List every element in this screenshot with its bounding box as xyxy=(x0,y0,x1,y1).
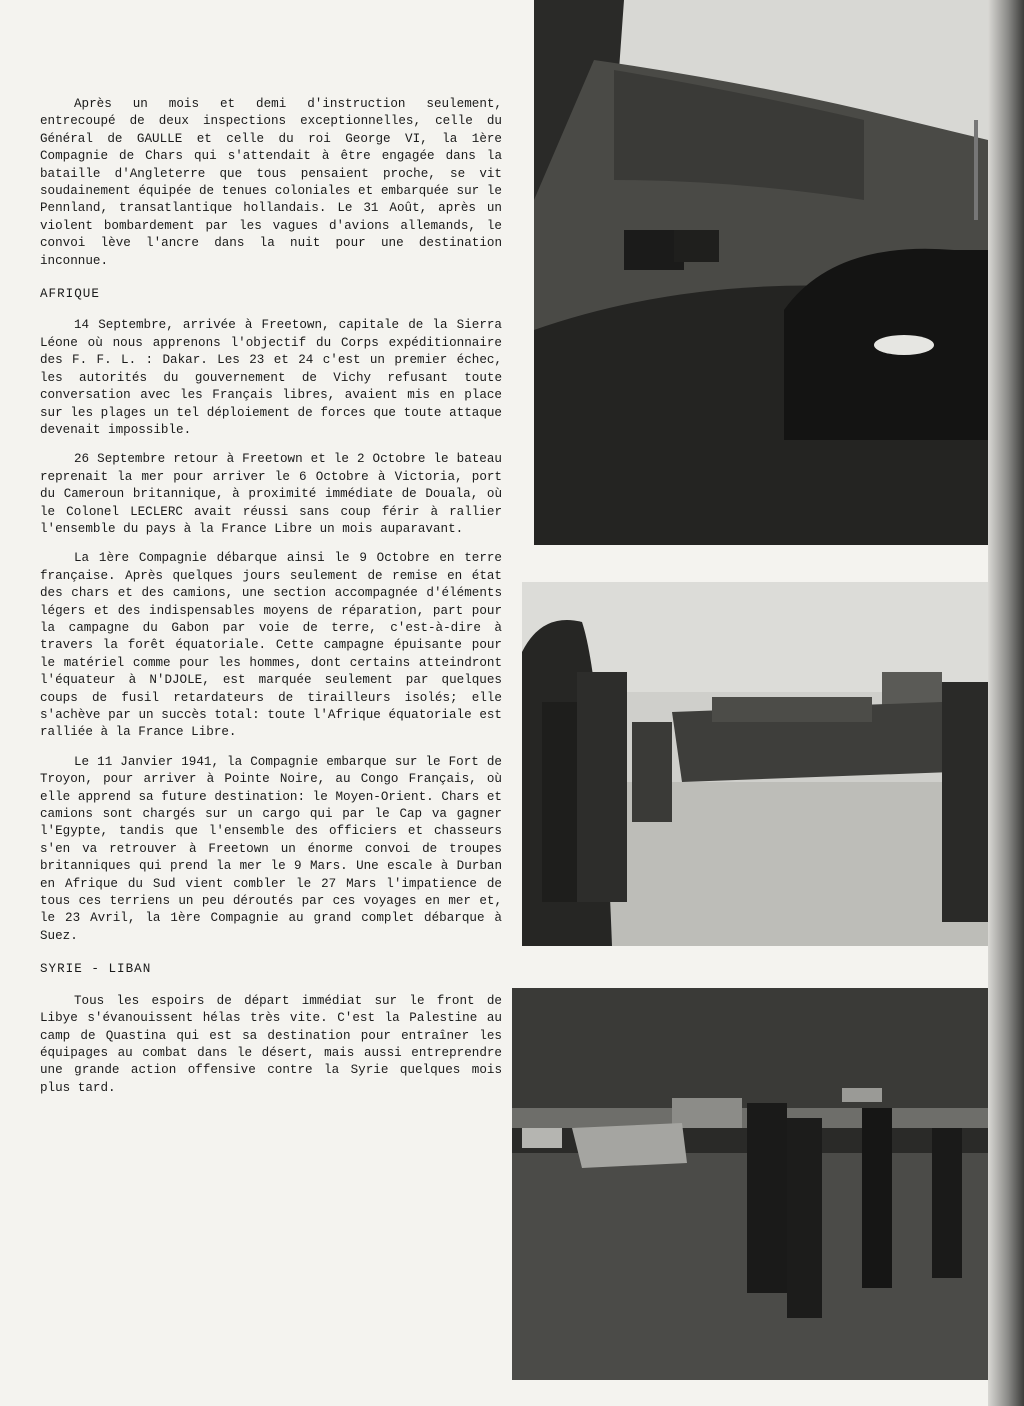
section-heading-afrique: AFRIQUE xyxy=(40,287,100,302)
paragraph-freetown: 14 Septembre, arrivée à Freetown, capitale de la Sierra Léone où nous apprenons l'objectif du Corps expéditionnaire des F. F. L. : Dakar. Les 23 et 24 c'est un premier échec, les autorités du gouvernement de Vichy refusant toute conversation avec les Français libres, avaient mis en place sur les plages un tel déploiement de forces que toute attaque devenait impossible. xyxy=(40,318,502,437)
section-heading-syrie-liban: SYRIE - LIBAN xyxy=(40,962,152,977)
photo-desert-camp xyxy=(512,988,988,1380)
paragraph-intro: Après un mois et demi d'instruction seulement, entrecoupé de deux inspections exceptionnelles, celle du Général de GAULLE et celle du roi George VI, la 1ère Compagnie de Chars qui s'attendait à être engagée dans la bataille d'Angleterre que tous pensaient proche, se vit soudainement équipée de tenues coloniales et embarquée sur le Pennland, transatlantique hollandais. Le 31 Août, après un violent bombardement par les vagues d'avions allemands, le convoi lève l'ancre dans la nuit pour une destination inconnue. xyxy=(40,97,502,268)
paragraph-suez: Le 11 Janvier 1941, la Compagnie embarque sur le Fort de Troyon, pour arriver à Pointe Noire, au Congo Français, où elle apprend sa future destination: le Moyen-Orient. Chars et camions sont chargés sur un cargo qui par le Cap va gagner l'Egypte, tandis que l'ensemble des officiers et chasseurs s'en va retrouver à Freetown un énorme convoi de troupes britanniques qui prend la mer le 9 Mars. Une escale à Durban en Afrique du Sud vient combler le 27 Mars l'impatience de tous ces terriens un peu déroutés par ces voyages en mer et, le 23 Avril, la 1ère Compagnie au grand complet débarque à Suez. xyxy=(40,754,502,943)
photo-officers-tank-line xyxy=(522,582,988,946)
paragraph-palestine: Tous les espoirs de départ immédiat sur le front de Libye s'évanouissent hélas très vite. C'est la Palestine au camp de Quastina qui est sa destination pour entraîner les équipages au combat dans le désert, mais aussi entreprendre une grande action offensive contre la Syrie quelques mois plus tard. xyxy=(40,993,502,1095)
photo-tanks-hillside xyxy=(534,0,988,545)
paragraph-gabon: La 1ère Compagnie débarque ainsi le 9 Octobre en terre française. Après quelques jours seulement de remise en état des chars et des camions, une section accompagnée d'éléments légers et des indispensables moyens de réparation, part pour la campagne du Gabon par voie de terre, c'est-à-dire à travers la forêt équatoriale. Cette campagne épuisante pour le matériel comme pour les hommes, dont certains atteindront l'équateur à N'DJOLE, est marquée seulement par quelques coups de fusil retardateurs de tirailleurs isolés; elle s'achève par un succès total: toute l'Afrique équatoriale est ralliée à la France Libre. xyxy=(40,551,502,740)
article-column xyxy=(40,96,502,1109)
paragraph-victoria: 26 Septembre retour à Freetown et le 2 Octobre le bateau reprenait la mer pour arriver le 6 Octobre à Victoria, port du Cameroun britannique, à proximité immédiate de Douala, où le Colonel LECLERC avait réussi sans coup férir à rallier l'ensemble du pays à la France Libre un mois auparavant. xyxy=(40,452,502,536)
page-edge-shadow xyxy=(988,0,1024,1406)
